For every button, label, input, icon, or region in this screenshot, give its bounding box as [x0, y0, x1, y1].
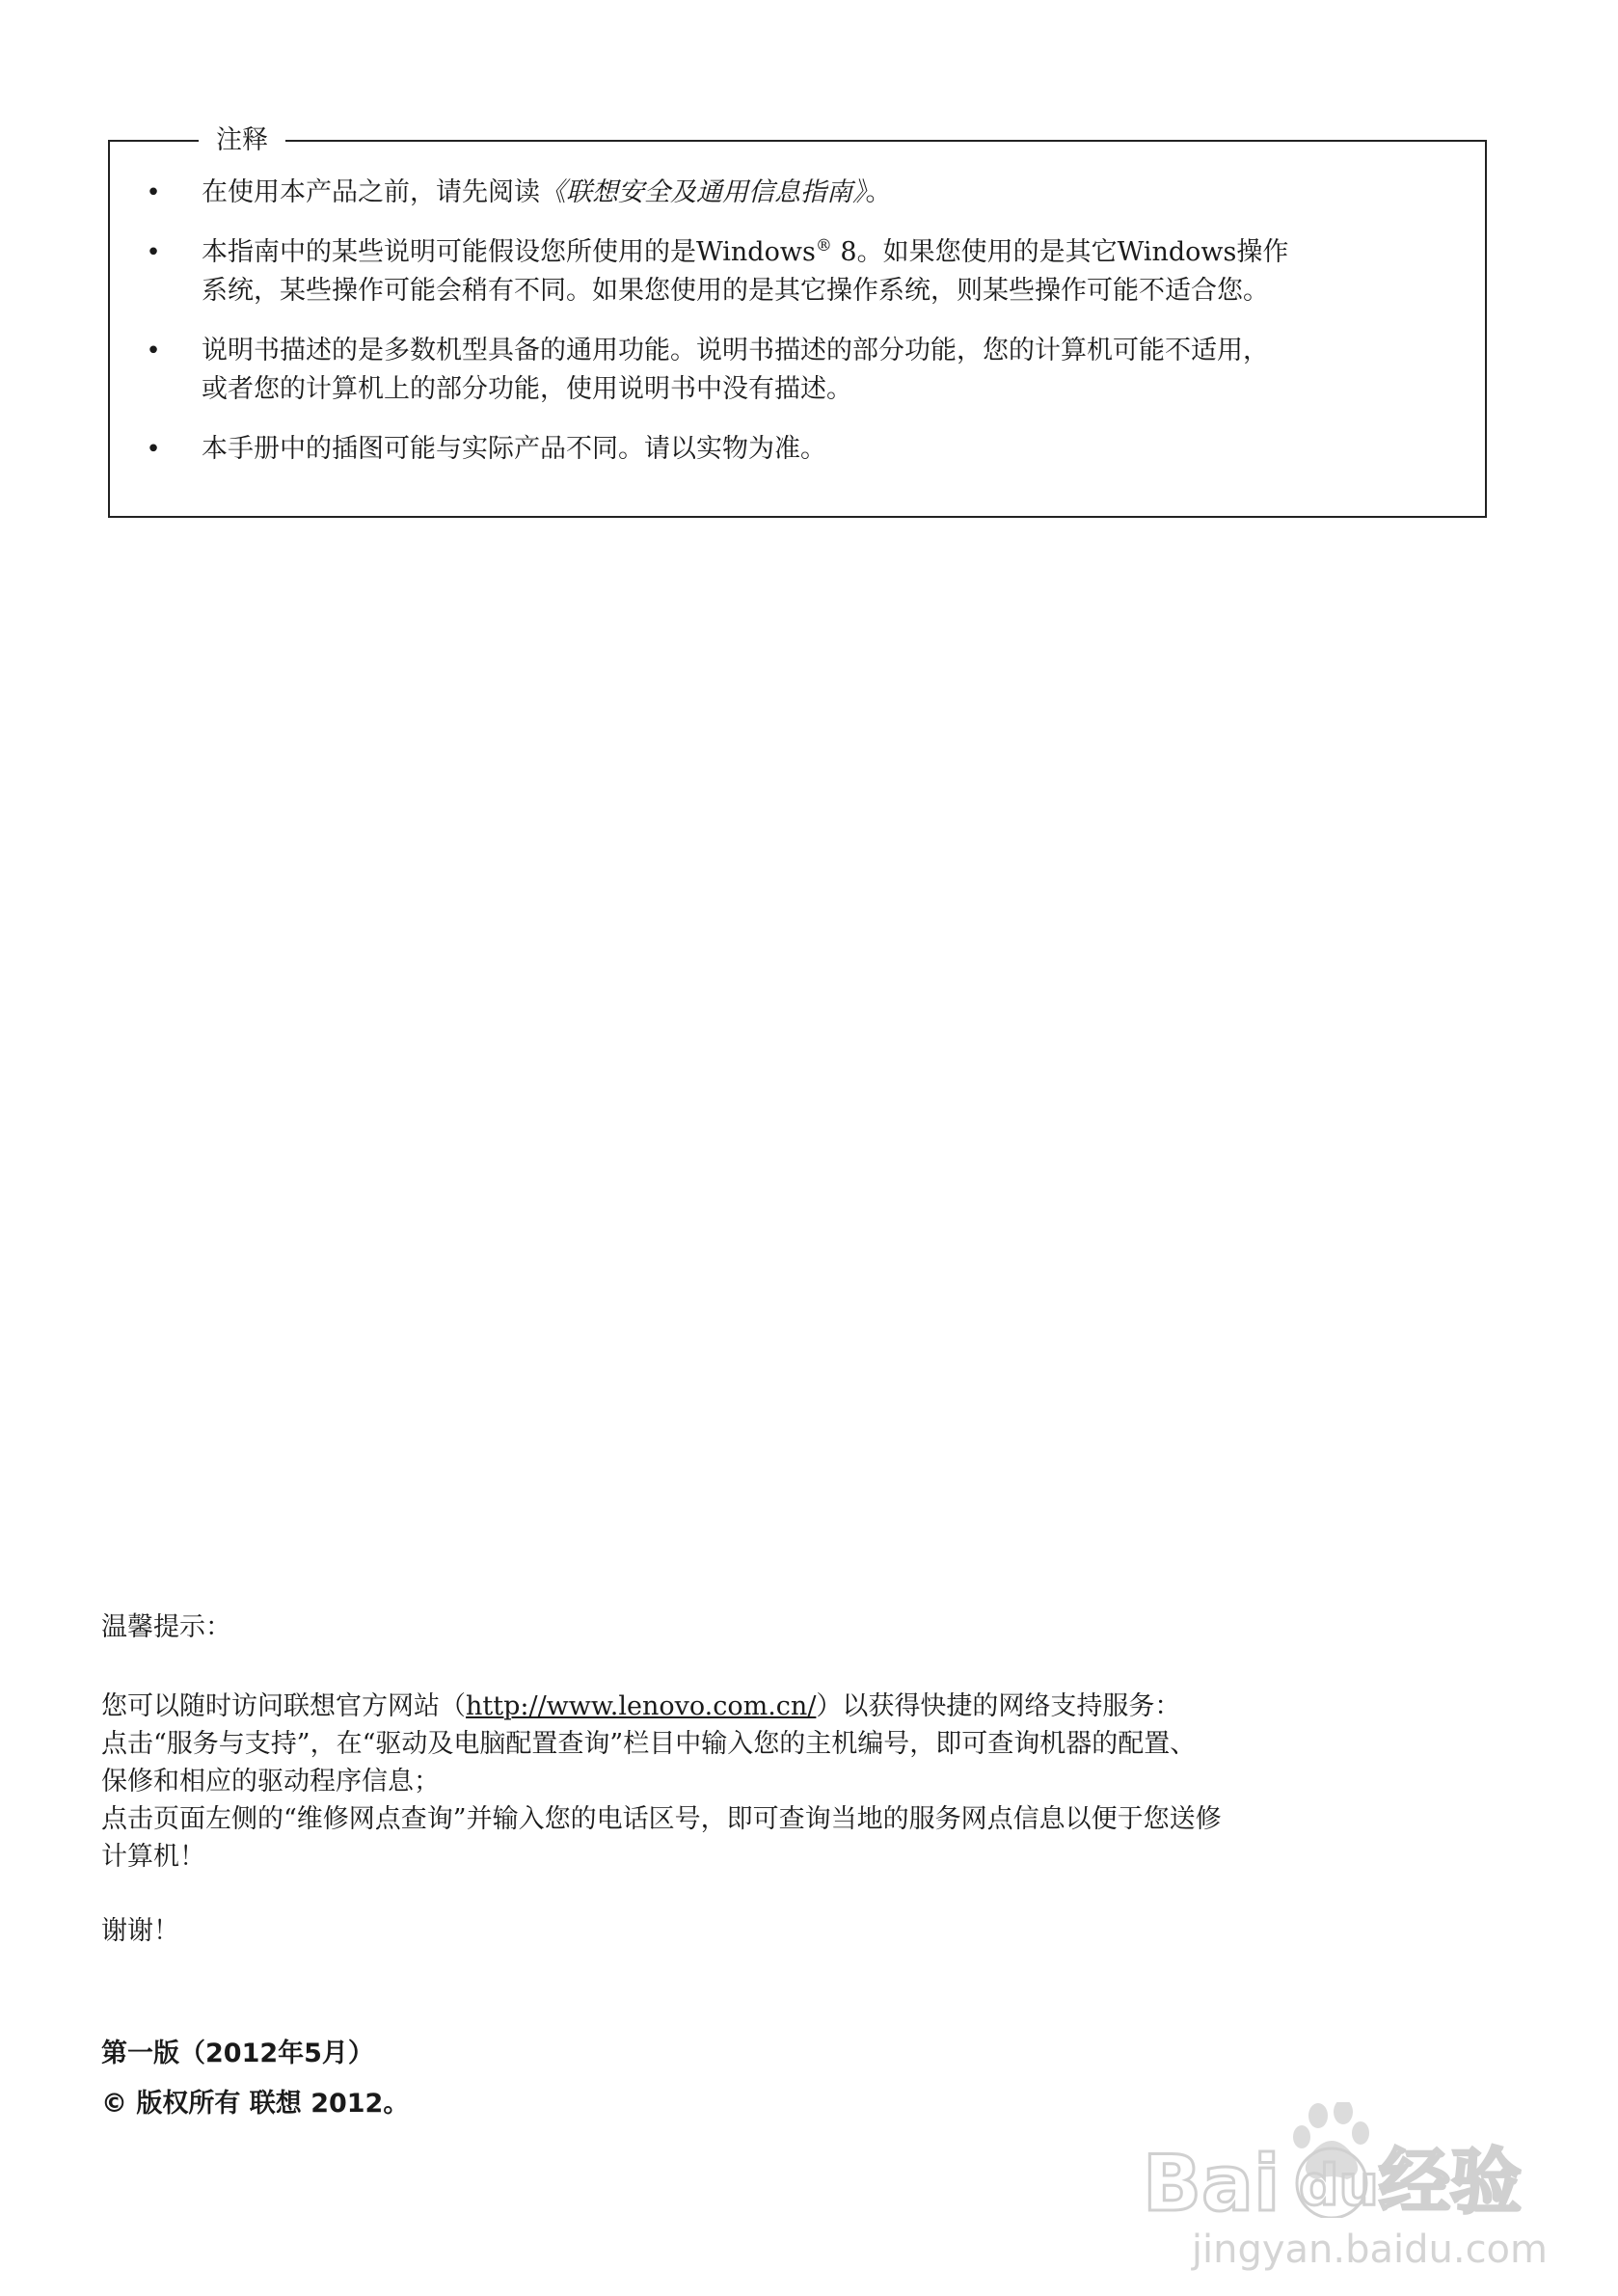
note-item-3: [110, 332, 1485, 409]
bullet-icon: •: [146, 435, 161, 464]
tips-section: [101, 1608, 1509, 1950]
note-text: 本手册中的插图可能与实际产品不同。请以实物为准。: [202, 434, 826, 464]
edition-line: 第一版（2012年5月）: [101, 2039, 374, 2068]
bullet-icon: •: [146, 337, 161, 365]
svg-text:经验: 经验: [1379, 2141, 1522, 2218]
tips-line-website: 您可以随时访问联想官方网站（http://www.lenovo.com.cn/）以获得快捷的网络支持服务：: [101, 1691, 1181, 1721]
note-item-2: [110, 233, 1485, 311]
notes-box: [108, 125, 1487, 518]
tips-line-repair: 点击页面左侧的“维修网点查询”并输入您的电话区号，即可查询当地的服务网点信息以便于您送修: [101, 1804, 1222, 1834]
note-text: 本指南中的某些说明可能假设您所使用的是Windows® 8。如果您使用的是其它Windows操作 系统，某些操作可能会稍有不同。如果您使用的是其它操作系统，则某些操作可能不适合您。: [202, 236, 1289, 306]
guide-title: 《联想安全及通用信息指南》: [540, 177, 866, 207]
notes-list: [110, 174, 1485, 490]
note-item-1: [110, 174, 1485, 212]
lenovo-website-link[interactable]: http://www.lenovo.com.cn/: [466, 1691, 817, 1721]
tips-heading: 温馨提示：: [101, 1612, 231, 1642]
svg-text:du: du: [1299, 2152, 1379, 2218]
thanks-text: 谢谢！: [101, 1916, 179, 1946]
tips-line-computer: 计算机！: [101, 1842, 205, 1872]
note-text: 在使用本产品之前，请先阅读《联想安全及通用信息指南》。: [202, 177, 892, 207]
registered-mark: ®: [815, 236, 832, 256]
edition-info: [101, 2029, 409, 2129]
tips-line-service: 点击“服务与支持”，在“驱动及电脑配置查询”栏目中输入您的主机编号，即可查询机器的配置、: [101, 1729, 1197, 1759]
bullet-icon: •: [146, 238, 161, 267]
copyright-line: © 版权所有 联想 2012。: [101, 2089, 410, 2119]
watermark-url: jingyan.baidu.com: [1191, 2228, 1548, 2272]
note-item-4: [110, 430, 1485, 469]
svg-text:Bai: Bai: [1143, 2139, 1281, 2218]
notes-title: 注释: [199, 123, 285, 158]
baidu-jingyan-watermark: [1143, 2044, 1548, 2272]
tips-line-warranty: 保修和相应的驱动程序信息；: [101, 1767, 440, 1796]
baidu-logo-icon: [1143, 2102, 1548, 2218]
bullet-icon: •: [146, 178, 161, 207]
note-text: 说明书描述的是多数机型具备的通用功能。说明书描述的部分功能，您的计算机可能不适用， 或者您的计算机上的部分功能，使用说明书中没有描述。: [202, 336, 1269, 404]
